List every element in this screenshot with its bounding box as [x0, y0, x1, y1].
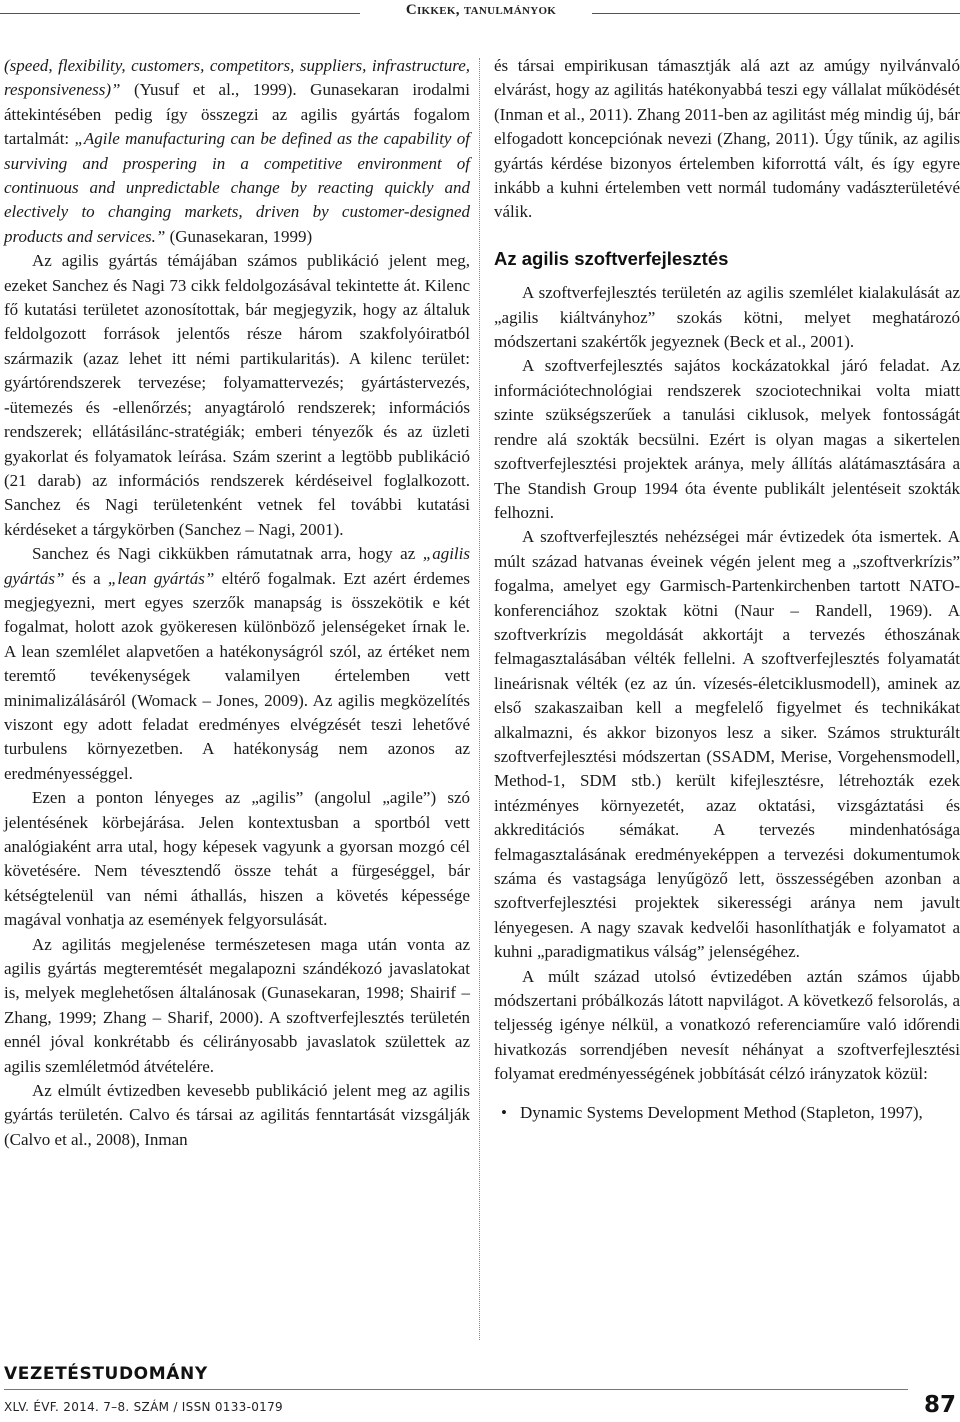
issue-info: XLV. ÉVF. 2014. 7–8. SZÁM / ISSN 0133-0179: [4, 1400, 283, 1414]
bullet-icon: •: [501, 1102, 507, 1122]
list-item: • Dynamic Systems Development Method (Stapleton, 1997),: [520, 1101, 960, 1125]
right-paragraph-1: és társai empirikusan támasztják alá azt az amúgy nyilvánvaló elvárást, hogy az agilitás hatékonyabbá teszi egy vállalat működését (Inman et al., 2011). Zhang 2011-ben az agilitást még mindig új, bár elfogadott koncepciónak nevezi (Zhang, 2011). Úgy tűnik, az agilis gyártás kérdése bizonyos értelemben kiforrottá vált, és így egyre inkább a kuhni értelemben vett normál tudomány vadászterületévé válik.: [494, 56, 960, 222]
left-paragraph-5: Az agilitás megjelenése természetesen maga után vonta az agilis gyártás megteremtését megalapozni szándékozó javaslatokat is, melyek meglehetősen általánosak (Gunasekaran, 1998; Shairif – Zhang, 1999; Zhang – Sharif, 2000). A szoftverfejlesztés területén ennél jóval konkrétabb és célirányosabb javaslatok születtek az agilis szemléletmód átvételére.: [4, 934, 470, 1076]
left-column: [4, 54, 470, 1152]
right-column: [494, 54, 960, 1125]
right-paragraph-3: A szoftverfejlesztés sajátos kockázatokkal járó feladat. Az információtechnológiai rendszerek szociotechnikai volta miatt szinte szükségszerűek a tanulási ciklusok, melyek fontosságát rendre alá szokták becsülni. Ezért is olyan magas a sikertelen szoftverfejlesztési projektek aránya, mely állítás alátámasztására a The Standish Group 1994 óta évente publikált jelentéseit szokták felhozni.: [494, 356, 960, 522]
column-divider: [479, 58, 480, 1340]
agile-definition-quote: „Agile manufacturing can be defined as the capability of surviving and prospering in a competitive environment of continuous and unpredictable change by reacting quickly and electively to changing markets, driven by customer-designed products and services.”: [4, 129, 470, 246]
left-paragraph-4: Ezen a ponton lényeges az „agilis” (angolul „agile”) szó jelentésének körbejárása. Jelen kontextusban a sportból vett analógiaként arra utal, hogy képesek vagyunk a gyorsan mozgó cél követésére. Nem tévesztendő össze tehát a fürgeséggel, bár kétségtelenül van némi áthallás, hiszen a követés képessége magával vonhatja az események felgyorsulását.: [4, 788, 470, 930]
left-paragraph-1: (speed, flexibility, customers, competitors, suppliers, infrastructure, responsiveness)” (Yusuf et al., 1999). Gunasekaran irodalmi áttekintésében pedig így összegzi az agilis gyártás fogalom tartalmát: „Agile manufacturing can be defined as the capability of surviving and prospering in a competitive environment of continuous and unpredictable change by reacting quickly and electively to changing markets, driven by customer-designed products and services.” (Gunasekaran, 1999): [4, 56, 470, 246]
left-paragraph-2: Az agilis gyártás témájában számos publikáció jelent meg, ezeket Sanchez és Nagi 73 cikk feldolgozásával tekintette át. Kilenc fő kutatási területet azonosítottak, bár megjegyzik, hogy az általuk feldolgozott források jelentős része három szakfolyóiratból származik (azaz lehet itt némi partikularitás). A kilenc terület: gyártórendszerek tervezése; folyamattervezés; gyártástervezés, -ütemezés és -ellenőrzés; anyagtároló rendszerek; információs rendszerek; ellátásilánc-stratégiák; emberi tényezők és az üzleti gyakorlat és folyamatok leírása. Szám szerint a legtöbb publikáció (21 darab) az információs rendszerek kérdéseivel foglalkozott. Sanchez és Nagi területenként vetnek fel további kutatási kérdéseket a tárgykörben (Sanchez – Nagi, 2001).: [4, 251, 470, 539]
left-paragraph-3: Sanchez és Nagi cikkükben rámutatnak arra, hogy az „agilis gyártás” és a „lean gyártás” eltérő fogalmak. Ezt azért érdemes megjegyezni, mert egyes szerzők manapság is összekötik e két fogalmat, holott azok gyökeresen különböző jelenségeket írnak le. A lean szemlélet alapvetően a hatékonyságról szól, az értéket nem teremtő tevékenységek valamilyen értelemben vett minimalizálásáról (Womack – Jones, 2009). Az agilis megközelítés viszont egy adott feladat eredményes elvégzését teszi lehetővé turbulens környezetben. A hatékonyság nem azonos az eredményességgel.: [4, 544, 470, 783]
quote-tail: (speed, flexibility, customers, competitors, suppliers, infrastructure, responsiveness)”: [4, 56, 470, 100]
section-heading: Az agilis szoftverfejlesztés: [494, 247, 729, 269]
running-title: Cikkek, tanulmányok: [405, 2, 557, 18]
header-rule-right: [592, 13, 960, 14]
right-paragraph-5: A múlt század utolsó évtizedében aztán számos újabb módszertani próbálkozás látott napvilágot. A következő felsorolás, a teljesség igénye nélkül, a vonatkozó referenciaműre való időrendi hivatkozás sorrendjében nevesít néhányat a szoftverfejlesztési folyamat eredményességének jobbítását célzó irányzatok közül:: [494, 966, 960, 1084]
right-paragraph-2: A szoftverfejlesztés területén az agilis szemlélet kialakulását az „agilis kiáltványhoz” szokás kötni, melyet meghatározó módszertani szakértők jegyeznek (Beck et al., 2001).: [494, 283, 960, 352]
method-list: [494, 1101, 960, 1125]
page-number: 87: [923, 1392, 956, 1418]
journal-title: VEZETÉSTUDOMÁNY: [4, 1364, 208, 1384]
right-paragraph-4: A szoftverfejlesztés nehézségei már évtizedek óta ismertek. A múlt század hatvanas éveinek végén jelent meg a „szoftverkrízis” fogalma, amelyet egy Garmisch-Partenkirchenben tartott NATO-konferenciához szoktak kötni (Naur – Randell, 1969). A szoftverkrízis megoldását akkortájt a tervezés éthoszának felmagasztalásában vélték fellelni. A szoftverfejlesztés folyamatát lineárisnak vélték (ez az ún. vízesés-életciklusmodell), aminek az első szakaszaiban kell a megfelelő figyelmet és technikákat alkalmazni, és akkor bizonyos lesz a siker. Számos strukturált szoftverfejlesztési módszertan (SSADM, Merise, Vorgehensmodell, Method-1, SDM stb.) került kifejlesztésre, létrehozták ezek intézményes környezetét, azaz oktatási, vizsgáztatási és akkreditációs sémákat. A tervezés mindenhatósága felmagasztalásának eredményeképpen a tervezési dokumentumok száma és vastagsága lenyűgöző lett, összességében azonban a szoftverfejlesztési projektek sikerességi aránya nem javult lényegesen. A nagy szavak kedvelői hasonlíthatják e folyamatot a kuhni „paradigmatikus válság” jelenségéhez.: [494, 527, 960, 962]
header-rule-left: [0, 13, 360, 14]
left-paragraph-6: Az elmúlt évtizedben kevesebb publikáció jelent meg az agilis gyártás területén. Calvo és társai az agilitás fenntartását vizsgálják (Calvo et al., 2008), Inman: [4, 1081, 470, 1149]
footer-rule: [4, 1389, 908, 1390]
